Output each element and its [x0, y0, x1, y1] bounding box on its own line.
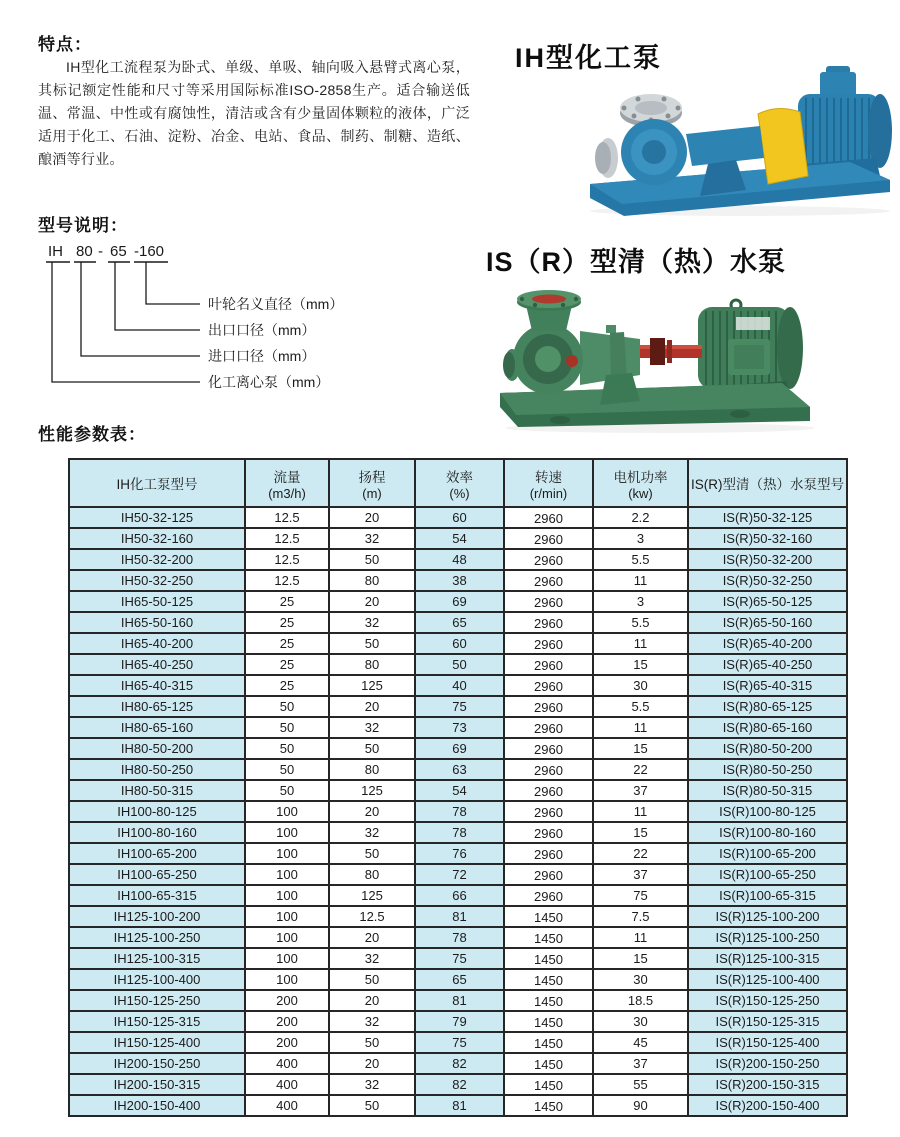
table-cell: 2960 — [504, 717, 593, 738]
table-cell: 11 — [593, 717, 688, 738]
table-cell: 50 — [245, 759, 329, 780]
table-cell: IS(R)100-65-250 — [688, 864, 847, 885]
table-cell: 82 — [415, 1074, 504, 1095]
table-cell: 400 — [245, 1074, 329, 1095]
table-cell: IH125-100-250 — [69, 927, 245, 948]
table-cell: 2960 — [504, 780, 593, 801]
table-cell: 1450 — [504, 969, 593, 990]
table-row — [69, 759, 847, 780]
table-cell: 30 — [593, 1011, 688, 1032]
table-row — [69, 1053, 847, 1074]
table-row — [69, 990, 847, 1011]
table-cell: IS(R)65-40-200 — [688, 633, 847, 654]
table-cell: 50 — [329, 738, 415, 759]
table-cell: 12.5 — [245, 549, 329, 570]
table-cell: 78 — [415, 801, 504, 822]
table-cell: 1450 — [504, 927, 593, 948]
table-cell: 50 — [329, 1032, 415, 1053]
table-row — [69, 906, 847, 927]
table-cell: 72 — [415, 864, 504, 885]
table-cell: 69 — [415, 591, 504, 612]
table-cell: 40 — [415, 675, 504, 696]
table-cell: 75 — [415, 1032, 504, 1053]
table-cell: IH65-40-315 — [69, 675, 245, 696]
table-cell: 1450 — [504, 948, 593, 969]
table-cell: 2960 — [504, 675, 593, 696]
table-header — [69, 459, 847, 507]
table-cell: 100 — [245, 801, 329, 822]
features-paragraph: IH型化工流程泵为卧式、单级、单吸、轴向吸入悬臂式离心泵，其标记额定性能和尺寸等采用国际标准ISO-2858生产。适合输送低温、常温、中性或有腐蚀性，清洁或含有少量固体颗粒的液体，广泛适用于化工、石油、淀粉、冶金、电站、食品、制药、制糖、造纸、酿酒等行业。 — [38, 59, 470, 167]
table-cell: 7.5 — [593, 906, 688, 927]
ih-pump-title: IH型化工泵 — [515, 43, 662, 73]
table-cell: 1450 — [504, 990, 593, 1011]
table-cell: IS(R)125-100-250 — [688, 927, 847, 948]
table-row — [69, 528, 847, 549]
table-cell: 20 — [329, 990, 415, 1011]
table-cell: 80 — [329, 654, 415, 675]
table-cell: 50 — [245, 780, 329, 801]
table-cell: IS(R)200-150-400 — [688, 1095, 847, 1116]
table-cell: 100 — [245, 969, 329, 990]
table-cell: 30 — [593, 969, 688, 990]
table-cell: 2960 — [504, 696, 593, 717]
table-cell: 50 — [329, 969, 415, 990]
table-cell: 45 — [593, 1032, 688, 1053]
table-cell: 75 — [593, 885, 688, 906]
table-cell: 75 — [415, 948, 504, 969]
table-cell: IS(R)125-100-315 — [688, 948, 847, 969]
code-part-65: 65 — [110, 243, 127, 260]
table-cell: 90 — [593, 1095, 688, 1116]
table-cell: 20 — [329, 1053, 415, 1074]
table-cell: IS(R)125-100-400 — [688, 969, 847, 990]
table-cell: IS(R)200-150-250 — [688, 1053, 847, 1074]
table-cell: 125 — [329, 780, 415, 801]
table-row — [69, 969, 847, 990]
table-cell: 54 — [415, 528, 504, 549]
table-cell: IS(R)50-32-125 — [688, 507, 847, 528]
table-cell: IS(R)150-125-250 — [688, 990, 847, 1011]
table-row — [69, 633, 847, 654]
table-cell: 5.5 — [593, 549, 688, 570]
table-cell: 81 — [415, 906, 504, 927]
table-cell: 2.2 — [593, 507, 688, 528]
table-cell: 2960 — [504, 528, 593, 549]
table-cell: IH80-65-160 — [69, 717, 245, 738]
column-header: 流量 (m3/h) — [245, 459, 329, 507]
table-row — [69, 612, 847, 633]
column-header: 扬程 (m) — [329, 459, 415, 507]
performance-heading: 性能参数表： — [38, 425, 146, 444]
table-cell: 2960 — [504, 864, 593, 885]
table-cell: 32 — [329, 822, 415, 843]
isr-pump-photo — [490, 281, 822, 433]
table-cell: 2960 — [504, 759, 593, 780]
table-cell: 2960 — [504, 570, 593, 591]
table-cell: 5.5 — [593, 696, 688, 717]
table-cell: 22 — [593, 759, 688, 780]
table-cell: 82 — [415, 1053, 504, 1074]
model-heading: 型号说明： — [38, 216, 128, 235]
table-cell: 3 — [593, 528, 688, 549]
table-cell: IH50-32-250 — [69, 570, 245, 591]
table-cell: 32 — [329, 1011, 415, 1032]
table-cell: IS(R)50-32-250 — [688, 570, 847, 591]
column-header: IS(R)型清（热）水泵型号 — [688, 459, 847, 507]
code-dash: - — [98, 243, 103, 260]
table-cell: 125 — [329, 885, 415, 906]
table-cell: IS(R)80-50-315 — [688, 780, 847, 801]
table-cell: IH100-80-160 — [69, 822, 245, 843]
table-row — [69, 696, 847, 717]
table-cell: 100 — [245, 843, 329, 864]
table-cell: 100 — [245, 948, 329, 969]
table-cell: IH65-40-250 — [69, 654, 245, 675]
table-row — [69, 885, 847, 906]
table-row — [69, 591, 847, 612]
table-cell: 20 — [329, 591, 415, 612]
table-cell: 100 — [245, 927, 329, 948]
table-cell: IS(R)100-80-160 — [688, 822, 847, 843]
table-cell: 32 — [329, 1074, 415, 1095]
table-cell: 2960 — [504, 507, 593, 528]
table-cell: 50 — [245, 717, 329, 738]
table-cell: 22 — [593, 843, 688, 864]
table-cell: 60 — [415, 633, 504, 654]
table-row — [69, 927, 847, 948]
table-row — [69, 801, 847, 822]
table-cell: 1450 — [504, 1074, 593, 1095]
table-cell: IS(R)150-125-400 — [688, 1032, 847, 1053]
table-cell: IS(R)100-80-125 — [688, 801, 847, 822]
table-cell: 200 — [245, 990, 329, 1011]
table-cell: 48 — [415, 549, 504, 570]
table-cell: 1450 — [504, 1053, 593, 1074]
table-cell: 100 — [245, 906, 329, 927]
table-cell: 50 — [415, 654, 504, 675]
table-row — [69, 1011, 847, 1032]
table-cell: IH80-50-200 — [69, 738, 245, 759]
code-part-160: -160 — [134, 243, 165, 260]
table-cell: 200 — [245, 1032, 329, 1053]
table-cell: 100 — [245, 885, 329, 906]
table-cell: IH150-125-250 — [69, 990, 245, 1011]
ih-pump-photo — [550, 64, 898, 216]
table-cell: 37 — [593, 864, 688, 885]
table-cell: 11 — [593, 633, 688, 654]
table-cell: 30 — [593, 675, 688, 696]
label-impeller-diameter: 叶轮名义直径（mm） — [208, 296, 344, 312]
table-cell: IH65-50-160 — [69, 612, 245, 633]
table-cell: 25 — [245, 591, 329, 612]
table-cell: 69 — [415, 738, 504, 759]
table-cell: 38 — [415, 570, 504, 591]
table-cell: 2960 — [504, 549, 593, 570]
table-cell: 200 — [245, 1011, 329, 1032]
table-cell: 2960 — [504, 885, 593, 906]
column-header: 效率 (%) — [415, 459, 504, 507]
table-cell: IH80-50-250 — [69, 759, 245, 780]
table-cell: IH50-32-160 — [69, 528, 245, 549]
table-cell: IH50-32-125 — [69, 507, 245, 528]
table-cell: 50 — [329, 1095, 415, 1116]
table-cell: 2960 — [504, 633, 593, 654]
table-cell: 63 — [415, 759, 504, 780]
table-cell: 12.5 — [245, 570, 329, 591]
table-cell: 50 — [329, 549, 415, 570]
table-cell: 5.5 — [593, 612, 688, 633]
table-cell: 1450 — [504, 1095, 593, 1116]
table-cell: IS(R)100-65-200 — [688, 843, 847, 864]
features-heading: 特点： — [38, 35, 92, 54]
table-cell: 76 — [415, 843, 504, 864]
table-cell: 20 — [329, 696, 415, 717]
table-cell: 15 — [593, 654, 688, 675]
table-cell: IH100-65-200 — [69, 843, 245, 864]
table-cell: 50 — [329, 843, 415, 864]
table-cell: 80 — [329, 759, 415, 780]
table-cell: IH200-150-250 — [69, 1053, 245, 1074]
table-cell: 80 — [329, 864, 415, 885]
table-cell: 100 — [245, 864, 329, 885]
table-cell: 1450 — [504, 906, 593, 927]
table-cell: 32 — [329, 948, 415, 969]
table-cell: IS(R)65-40-250 — [688, 654, 847, 675]
table-cell: IS(R)65-40-315 — [688, 675, 847, 696]
table-cell: 80 — [329, 570, 415, 591]
table-cell: IS(R)50-32-160 — [688, 528, 847, 549]
table-cell: IS(R)65-50-125 — [688, 591, 847, 612]
table-cell: 400 — [245, 1095, 329, 1116]
table-cell: IH100-65-250 — [69, 864, 245, 885]
table-cell: 3 — [593, 591, 688, 612]
table-cell: 65 — [415, 969, 504, 990]
table-cell: 25 — [245, 654, 329, 675]
table-cell: IS(R)150-125-315 — [688, 1011, 847, 1032]
table-cell: IS(R)80-65-125 — [688, 696, 847, 717]
performance-table — [68, 458, 846, 1117]
table-cell: IS(R)65-50-160 — [688, 612, 847, 633]
table-cell: 11 — [593, 570, 688, 591]
table-cell: 1450 — [504, 1032, 593, 1053]
table-cell: 37 — [593, 1053, 688, 1074]
table-row — [69, 1032, 847, 1053]
table-cell: 73 — [415, 717, 504, 738]
table-cell: 11 — [593, 801, 688, 822]
table-cell: 32 — [329, 612, 415, 633]
table-cell: 11 — [593, 927, 688, 948]
table-cell: 32 — [329, 528, 415, 549]
table-row — [69, 717, 847, 738]
table-cell: 32 — [329, 717, 415, 738]
table-cell: 2960 — [504, 591, 593, 612]
table-row — [69, 654, 847, 675]
table-cell: 25 — [245, 633, 329, 654]
table-cell: 18.5 — [593, 990, 688, 1011]
table-cell: IH50-32-200 — [69, 549, 245, 570]
table-row — [69, 570, 847, 591]
table-cell: 100 — [245, 822, 329, 843]
table-cell: IH200-150-400 — [69, 1095, 245, 1116]
table-row — [69, 738, 847, 759]
table-cell: 2960 — [504, 822, 593, 843]
table-cell: 54 — [415, 780, 504, 801]
column-header: IH化工泵型号 — [69, 459, 245, 507]
table-cell: 20 — [329, 801, 415, 822]
isr-pump-title: IS（R）型清（热）水泵 — [486, 247, 787, 277]
label-inlet-diameter: 进口口径（mm） — [208, 348, 316, 364]
table-cell: 75 — [415, 696, 504, 717]
table-cell: 78 — [415, 927, 504, 948]
table-cell: IH125-100-315 — [69, 948, 245, 969]
table-cell: IS(R)100-65-315 — [688, 885, 847, 906]
table-cell: 60 — [415, 507, 504, 528]
table-cell: 25 — [245, 612, 329, 633]
table-cell: 37 — [593, 780, 688, 801]
connector-lines — [52, 262, 200, 382]
table-cell: 78 — [415, 822, 504, 843]
table-row — [69, 1074, 847, 1095]
table-cell: 2960 — [504, 738, 593, 759]
table-cell: IH65-50-125 — [69, 591, 245, 612]
table-cell: 2960 — [504, 612, 593, 633]
table-cell: IH65-40-200 — [69, 633, 245, 654]
table-row — [69, 507, 847, 528]
table-cell: 1450 — [504, 1011, 593, 1032]
table-cell: IS(R)80-65-160 — [688, 717, 847, 738]
code-part-ih: IH — [48, 243, 63, 260]
table-cell: 2960 — [504, 654, 593, 675]
table-cell: 2960 — [504, 801, 593, 822]
table-cell: 65 — [415, 612, 504, 633]
table-cell: 81 — [415, 1095, 504, 1116]
table-cell: 125 — [329, 675, 415, 696]
table-cell: 79 — [415, 1011, 504, 1032]
table-cell: 12.5 — [245, 528, 329, 549]
table-row — [69, 948, 847, 969]
table-cell: 50 — [245, 738, 329, 759]
table-cell: IS(R)80-50-200 — [688, 738, 847, 759]
table-cell: 66 — [415, 885, 504, 906]
table-cell: 20 — [329, 927, 415, 948]
table-cell: IS(R)125-100-200 — [688, 906, 847, 927]
code-part-80: 80 — [76, 243, 93, 260]
table-cell: 2960 — [504, 843, 593, 864]
table-cell: 25 — [245, 675, 329, 696]
label-outlet-diameter: 出口口径（mm） — [208, 322, 316, 338]
table-cell: IH80-50-315 — [69, 780, 245, 801]
table-cell: 15 — [593, 738, 688, 759]
table-cell: 400 — [245, 1053, 329, 1074]
table-cell: IS(R)50-32-200 — [688, 549, 847, 570]
table-row — [69, 675, 847, 696]
column-header: 转速 (r/min) — [504, 459, 593, 507]
table-cell: 50 — [245, 696, 329, 717]
table-row — [69, 1095, 847, 1116]
table-row — [69, 864, 847, 885]
table-cell: 12.5 — [329, 906, 415, 927]
table-cell: IH125-100-400 — [69, 969, 245, 990]
column-header: 电机功率 (kw) — [593, 459, 688, 507]
table-cell: 15 — [593, 822, 688, 843]
table-cell: 50 — [329, 633, 415, 654]
model-code-diagram — [42, 240, 382, 400]
table-row — [69, 822, 847, 843]
table-cell: 55 — [593, 1074, 688, 1095]
table-row — [69, 780, 847, 801]
table-row — [69, 549, 847, 570]
table-cell: IH100-65-315 — [69, 885, 245, 906]
table-cell: 20 — [329, 507, 415, 528]
table-cell: IS(R)80-50-250 — [688, 759, 847, 780]
table-row — [69, 843, 847, 864]
table-cell: 12.5 — [245, 507, 329, 528]
table-cell: IH200-150-315 — [69, 1074, 245, 1095]
table-cell: IH150-125-400 — [69, 1032, 245, 1053]
table-cell: IH125-100-200 — [69, 906, 245, 927]
table-cell: IH80-65-125 — [69, 696, 245, 717]
table-cell: 81 — [415, 990, 504, 1011]
table-cell: 15 — [593, 948, 688, 969]
table-cell: IS(R)200-150-315 — [688, 1074, 847, 1095]
label-pump-type: 化工离心泵（mm） — [208, 374, 330, 390]
table-cell: IH100-80-125 — [69, 801, 245, 822]
table-cell: IH150-125-315 — [69, 1011, 245, 1032]
